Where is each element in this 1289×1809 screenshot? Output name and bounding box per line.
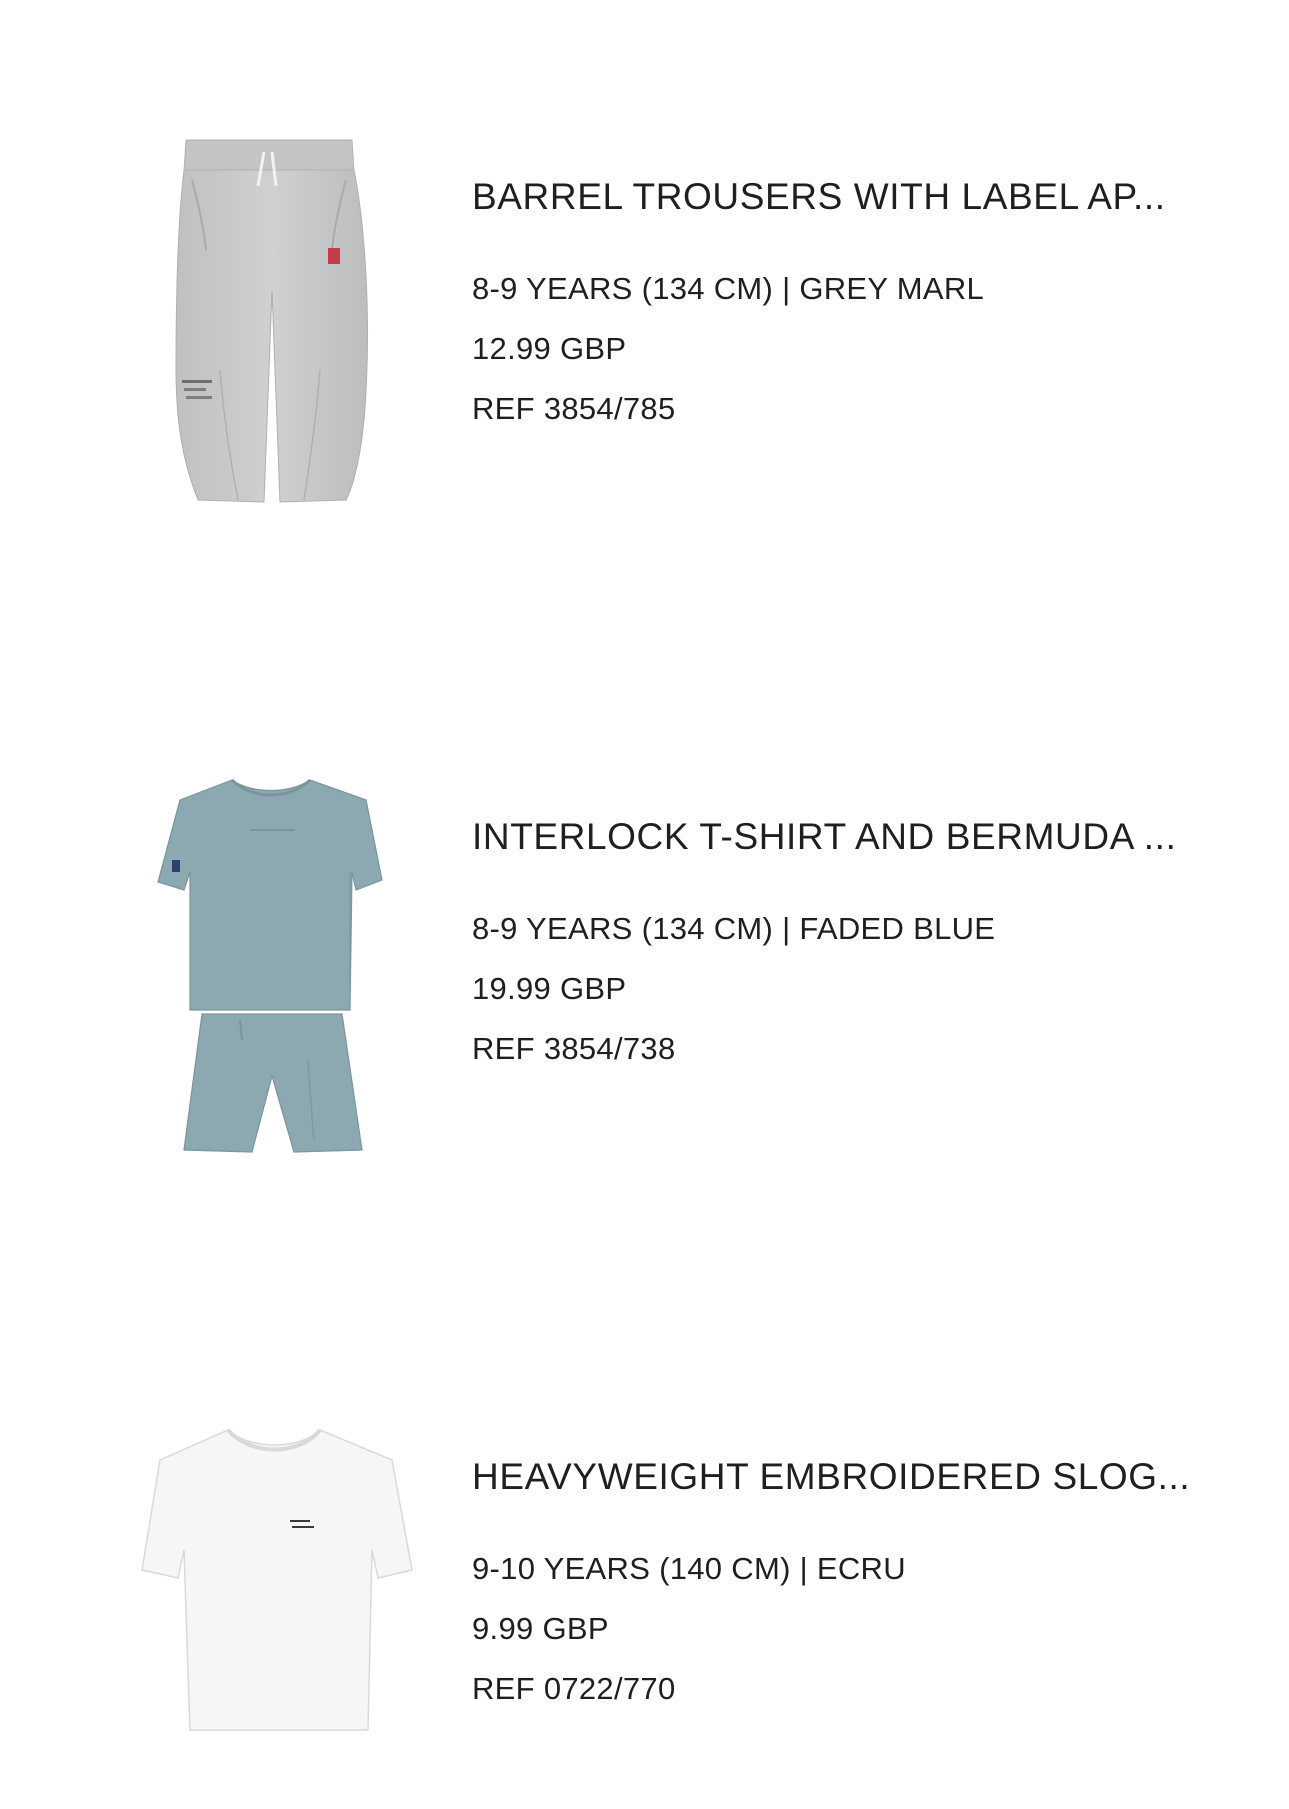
product-title[interactable]: BARREL TROUSERS WITH LABEL AP... xyxy=(472,176,1166,217)
product-image[interactable] xyxy=(120,760,450,1160)
product-info xyxy=(472,815,1232,1091)
blue-tshirt-and-bermuda-set-image xyxy=(120,760,450,1160)
price: 19.99 GBP xyxy=(472,971,627,1006)
product-info xyxy=(472,1455,1232,1731)
price: 12.99 GBP xyxy=(472,331,627,366)
price: 9.99 GBP xyxy=(472,1611,609,1646)
size-colour: 8-9 YEARS (134 CM) | FADED BLUE xyxy=(472,911,996,946)
size-colour: 8-9 YEARS (134 CM) | GREY MARL xyxy=(472,271,985,306)
product-image[interactable] xyxy=(120,120,450,520)
order-item[interactable] xyxy=(0,760,1289,1160)
reference: REF 3854/738 xyxy=(472,1031,676,1066)
order-item[interactable] xyxy=(0,120,1289,520)
size-colour: 9-10 YEARS (140 CM) | ECRU xyxy=(472,1551,906,1586)
reference: REF 3854/785 xyxy=(472,391,676,426)
product-image[interactable] xyxy=(120,1400,450,1800)
product-info xyxy=(472,175,1232,451)
reference: REF 0722/770 xyxy=(472,1671,676,1706)
white-embroidered-tshirt-image xyxy=(120,1400,450,1800)
grey-barrel-trousers-image xyxy=(120,120,450,520)
product-title[interactable]: HEAVYWEIGHT EMBROIDERED SLOG... xyxy=(472,1456,1191,1497)
product-title[interactable]: INTERLOCK T-SHIRT AND BERMUDA ... xyxy=(472,816,1177,857)
order-item[interactable] xyxy=(0,1400,1289,1800)
